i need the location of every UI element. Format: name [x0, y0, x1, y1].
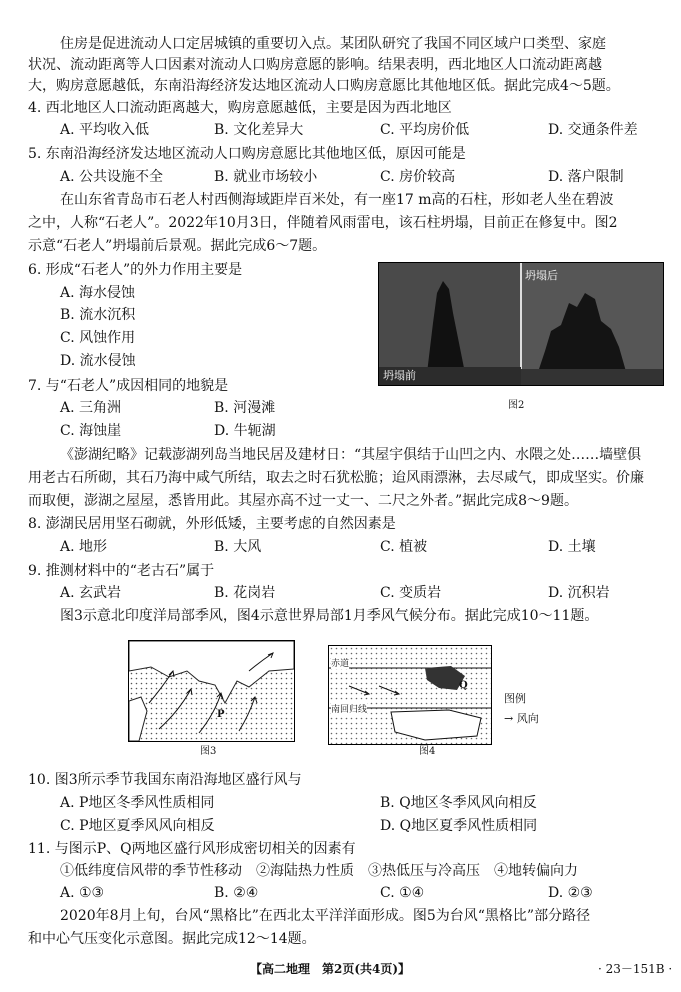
q9-option-a: A. 玄武岩 [60, 585, 122, 601]
monsoon-climate-distribution-map [329, 646, 491, 744]
after-collapse-label: 坍塌后 [525, 269, 558, 282]
intro5-line-2: 和中心气压变化示意图。据此完成12～14题。 [28, 931, 316, 947]
q10-option-c: C. P地区夏季风风向相反 [60, 818, 215, 834]
intro3-line-3: 而取便，澎湖之屋屋，悉皆用此。其屋亦高不过一丈一、二尺之外者。”据此完成8～9题。 [28, 493, 578, 509]
label-p: P [217, 709, 225, 720]
q9-option-c: C. 变质岩 [380, 585, 442, 601]
q10-option-a: A. P地区冬季风性质相同 [60, 795, 215, 811]
q6-option-d: D. 流水侵蚀 [60, 353, 136, 369]
question-11-stem: 11. 与图示P、Q两地区盛行风形成密切相关的因素有 [28, 841, 356, 857]
q11-option-d: D. ②③ [548, 885, 593, 901]
q5-option-c: C. 房价较高 [380, 169, 456, 185]
figure-4-legend-title: 图例 [504, 692, 526, 705]
q11-factors: ①低纬度信风带的季节性移动 ②海陆热力性质 ③热低压与冷高压 ④地转偏向力 [60, 863, 578, 879]
q4-option-c: C. 平均房价低 [380, 122, 470, 138]
intro1-line-3: 大，购房意愿越低，东南沿海经济发达地区流动人口购房意愿比其他地区低。据此完成4～5题。 [28, 78, 620, 94]
paper-code: · 23－151B · [598, 962, 673, 976]
figure-3-caption: 图3 [200, 746, 217, 757]
figure-4-legend-item [504, 713, 539, 725]
label-q: Q [459, 680, 468, 691]
question-8-stem: 8. 澎湖民居用坚石砌就，外形低矮，主要考虑的自然因素是 [28, 516, 396, 532]
question-5-stem: 5. 东南沿海经济发达地区流动人口购房意愿比其他地区低，原因可能是 [28, 146, 466, 162]
q8-option-d: D. 土壤 [548, 539, 596, 555]
north-indian-ocean-map [129, 641, 294, 741]
legend-wind-direction-label: 风向 [516, 712, 539, 725]
sea-stack-photo-illustration [379, 263, 663, 385]
q6-option-c: C. 风蚀作用 [60, 330, 136, 346]
q10-option-d: D. Q地区夏季风性质相同 [380, 818, 538, 834]
q7-option-d: D. 牛轭湖 [214, 423, 276, 439]
question-6-stem: 6. 形成“石老人”的外力作用主要是 [28, 262, 243, 278]
q4-option-a: A. 平均收入低 [60, 122, 150, 138]
figure-3-monsoon-map [128, 640, 295, 742]
q6-option-b: B. 流水沉积 [60, 307, 136, 323]
question-4-stem: 4. 西北地区人口流动距离越大，购房意愿越低，主要是因为西北地区 [28, 100, 452, 116]
equator-label: 赤道 [331, 656, 349, 669]
q8-option-a: A. 地形 [60, 539, 108, 555]
q9-option-b: B. 花岗岩 [214, 585, 276, 601]
q11-option-a: A. ①③ [60, 885, 105, 901]
q5-option-b: B. 就业市场较小 [214, 169, 318, 185]
intro1-line-2: 状况、流动距离等人口因素对流动人口购房意愿的影响。结果表明，西北地区人口流动距离越 [28, 57, 602, 73]
intro2-line-3: 示意“石老人”坍塌前后景观。据此完成6～7题。 [28, 238, 327, 254]
intro5-line-1: 2020年8月上旬，台风“黑格比”在西北太平洋洋面形成。图5为台风“黑格比”部分路径 [60, 908, 591, 924]
before-collapse-label: 坍塌前 [383, 369, 416, 382]
intro4-line-1: 图3示意北印度洋局部季风，图4示意世界局部1月季风气候分布。据此完成10～11题。 [60, 608, 599, 624]
tropic-of-capricorn-label: 南回归线 [331, 702, 367, 715]
question-9-stem: 9. 推测材料中的“老古石”属于 [28, 563, 215, 579]
q4-option-b: B. 文化差异大 [214, 122, 304, 138]
q8-option-c: C. 植被 [380, 539, 428, 555]
q8-option-b: B. 大风 [214, 539, 262, 555]
page-footer: 【高二地理 第2页(共4页)】 [250, 962, 411, 976]
intro2-line-2: 之中，人称“石老人”。2022年10月3日，伴随着风雨雷电，该石柱坍塌，目前正在修复中。图2 [28, 215, 618, 231]
question-7-stem: 7. 与“石老人”成因相同的地貌是 [28, 378, 229, 394]
q7-option-a: A. 三角洲 [60, 400, 122, 416]
q7-option-b: B. 河漫滩 [214, 400, 276, 416]
question-10-stem: 10. 图3所示季节我国东南沿海地区盛行风与 [28, 772, 302, 788]
figure-4-climate-map [328, 645, 492, 745]
q6-option-a: A. 海水侵蚀 [60, 285, 136, 301]
figure-2-caption: 图2 [508, 400, 525, 411]
q5-option-d: D. 落户限制 [548, 169, 624, 185]
q11-option-b: B. ②④ [214, 885, 259, 901]
q4-option-d: D. 交通条件差 [548, 122, 638, 138]
intro1-line-1: 住房是促进流动人口定居城镇的重要切入点。某团队研究了我国不同区域户口类型、家庭 [60, 36, 606, 52]
q9-option-d: D. 沉积岩 [548, 585, 610, 601]
q11-option-c: C. ①④ [380, 885, 425, 901]
q7-option-c: C. 海蚀崖 [60, 423, 122, 439]
q5-option-a: A. 公共设施不全 [60, 169, 164, 185]
figure-2-photo [378, 262, 664, 386]
intro3-line-1: 《澎湖纪略》记载澎湖列岛当地民居及建材日：“其屋宇俱结于山凹之内、水隈之处……墙壁俱 [60, 447, 642, 463]
arrow-icon: → [504, 712, 514, 725]
q10-option-b: B. Q地区冬季风风向相反 [380, 795, 537, 811]
intro2-line-1: 在山东省青岛市石老人村西侧海域距岸百米处，有一座17 m高的石柱，形如老人坐在碧波 [60, 192, 614, 208]
figure-4-caption: 图4 [419, 746, 436, 757]
intro3-line-2: 用老古石所砌，其石乃海中咸气所结，取去之时石犹松脆；迨风雨漂淋，去尽咸气，即成坚实。价廉 [28, 470, 644, 486]
